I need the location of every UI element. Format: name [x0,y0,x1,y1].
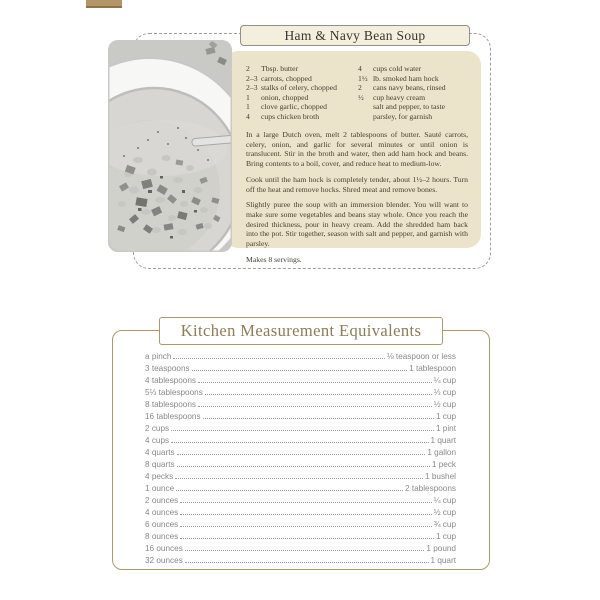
ingredient-qty: 1 [246,102,250,111]
dotted-leader [171,430,434,431]
measure-value: ¼ cup [433,376,456,385]
ingredient-row [358,93,468,103]
equivalents-row [145,350,456,362]
ingredient-qty: 2–3 [246,83,258,92]
equivalents-title: Kitchen Measurement Equivalents [180,321,422,340]
ingredient-row [246,64,358,74]
equivalents-row [145,458,456,470]
dotted-leader [180,538,434,539]
measure-label: 3 teaspoons [145,364,190,373]
ingredient-qty: 2 [358,83,362,92]
ingredient-name: salt and pepper, to taste [373,102,446,111]
equivalents-row [145,410,456,422]
ingredient-qty: 4 [358,64,362,73]
measure-label: 32 ounces [145,556,183,565]
dotted-leader [198,382,432,383]
ingredient-row [246,102,358,112]
dotted-leader [171,442,428,443]
measure-value: 2 tablespoons [405,484,456,493]
ingredient-qty: ½ [358,92,364,102]
measure-value: 1 gallon [427,448,456,457]
measure-value: ¾ cup [433,520,456,529]
ingredient-qty: 1½ [358,73,368,83]
dotted-leader [180,514,431,515]
equivalents-row [145,482,456,494]
yield-note: Makes 8 servings. [246,254,302,264]
ingredient-qty: 4 [246,111,250,121]
instructions [246,130,468,249]
dotted-leader [180,502,431,503]
instruction-paragraph: In a large Dutch oven, melt 2 tablespoons of butter. Sauté carrots, celery, onion, and garlic for several minutes or until onion is translucent. Stir in the broth and water, then add ham hock and beans. Bring contents to a boil, cover, and reduce heat to medium-low. [246,130,468,169]
ingredient-name: cups cold water [373,64,422,73]
measure-label: 8 tablespoons [145,400,196,409]
instruction-paragraph: Cook until the ham hock is completely tender, about 1½–2 hours. Turn off the heat and remove hocks. Shred meat and remove bones. [246,174,468,194]
dotted-leader [185,562,429,563]
equivalents-row [145,398,456,410]
equivalents-row [145,446,456,458]
measure-value: ½ cup [433,508,456,517]
ingredients-list [246,64,468,121]
measure-value: ⅓ cup [433,388,456,397]
measure-label: 16 tablespoons [145,412,201,421]
equivalents-row [145,422,456,434]
measure-value: 1 pound [426,544,456,553]
equivalents-row [145,386,456,398]
measure-value: 1 cup [435,532,456,541]
measure-label: 2 cups [145,424,170,433]
measure-label: 6 ounces [145,520,179,529]
dotted-leader [175,478,423,479]
dotted-leader [192,370,407,371]
measure-value: ½ cup [433,400,456,409]
ingredient-name: cans navy beans, rinsed [373,83,446,92]
equivalents-row [145,506,456,518]
measure-label: 1 ounce [145,484,175,493]
measure-label: 8 ounces [145,532,179,541]
equivalents-row [145,542,456,554]
measure-label: a pinch [145,352,172,361]
equivalents-row [145,554,456,566]
measure-label: 16 ounces [145,544,183,553]
measure-value: ⅛ teaspoon or less [386,352,456,361]
ingredient-row [246,74,358,84]
ingredient-qty [358,102,373,112]
equivalents-row [145,434,456,446]
ingredient-row [246,93,358,103]
ingredient-qty: 2–3 [246,73,258,83]
equivalents-title-box [159,317,443,345]
measure-label: 4 pecks [145,472,174,481]
measure-value: 1 cup [435,412,456,421]
dotted-leader [198,406,432,407]
ingredient-name: lb. smoked ham hock [373,73,439,83]
equivalents-row [145,494,456,506]
ingredient-name: stalks of celery, chopped [261,83,337,92]
ingredient-row [246,112,358,122]
equivalents-row [145,518,456,530]
measure-label: 5⅓ tablespoons [145,388,203,397]
dotted-leader [185,550,425,551]
measure-value: 1 quart [430,436,456,445]
measure-value: 1 bushel [425,472,456,481]
ingredient-name: carrots, chopped [261,73,312,83]
measure-label: 2 ounces [145,496,179,505]
ingredient-row [358,64,468,74]
measure-value: 1 pint [435,424,456,433]
measure-label: 4 quarts [145,448,175,457]
measure-label: 4 tablespoons [145,376,196,385]
equivalents-table [145,350,456,566]
bookmark-tab [86,0,122,8]
ingredient-row [246,83,358,93]
dotted-leader [173,358,384,359]
ingredient-qty: 2 [246,64,250,73]
equivalents-row [145,530,456,542]
measure-label: 8 quarts [145,460,175,469]
ingredients-column-left [246,64,358,121]
dotted-leader [180,526,431,527]
dotted-leader [177,466,430,467]
measure-value: 1 tablespoon [409,364,456,373]
ingredient-name: onion, chopped [261,92,309,102]
ingredient-name: cups chicken broth [261,111,320,121]
ingredient-row [358,74,468,84]
equivalents-row [145,374,456,386]
measure-label: 4 cups [145,436,170,445]
measure-value: 1 quart [430,556,456,565]
ingredient-qty [358,112,373,122]
ingredient-row [358,102,468,112]
dotted-leader [176,490,403,491]
measure-label: 4 ounces [145,508,179,517]
recipe-body-panel [224,51,481,264]
ingredient-row [358,83,468,93]
measure-value: 1 peck [431,460,456,469]
dotted-leader [205,394,432,395]
soup-bowl-photo [108,40,232,252]
recipe-title-box [240,25,470,46]
ingredient-name: clove garlic, chopped [261,102,327,111]
ingredient-name: cup heavy cream [373,92,426,102]
instruction-paragraph: Slightly puree the soup with an immersion blender. You will want to make sure some vegetables and beans stay whole. Once you reach the desired thickness, pour in heavy cream. Add the shredded ham back into the pot. Stir together, season with salt and pepper, and garnish with parsley. [246,200,468,249]
ingredient-qty: 1 [246,92,250,102]
equivalents-row [145,362,456,374]
measure-value: ¼ cup [433,496,456,505]
dotted-leader [203,418,434,419]
recipe-title: Ham & Navy Bean Soup [284,27,426,43]
ingredient-name: parsley, for garnish [373,111,433,121]
ingredient-row [358,112,468,122]
ingredients-column-right [358,64,468,121]
equivalents-row [145,470,456,482]
dotted-leader [177,454,426,455]
ingredient-name: Tbsp. butter [261,64,299,73]
